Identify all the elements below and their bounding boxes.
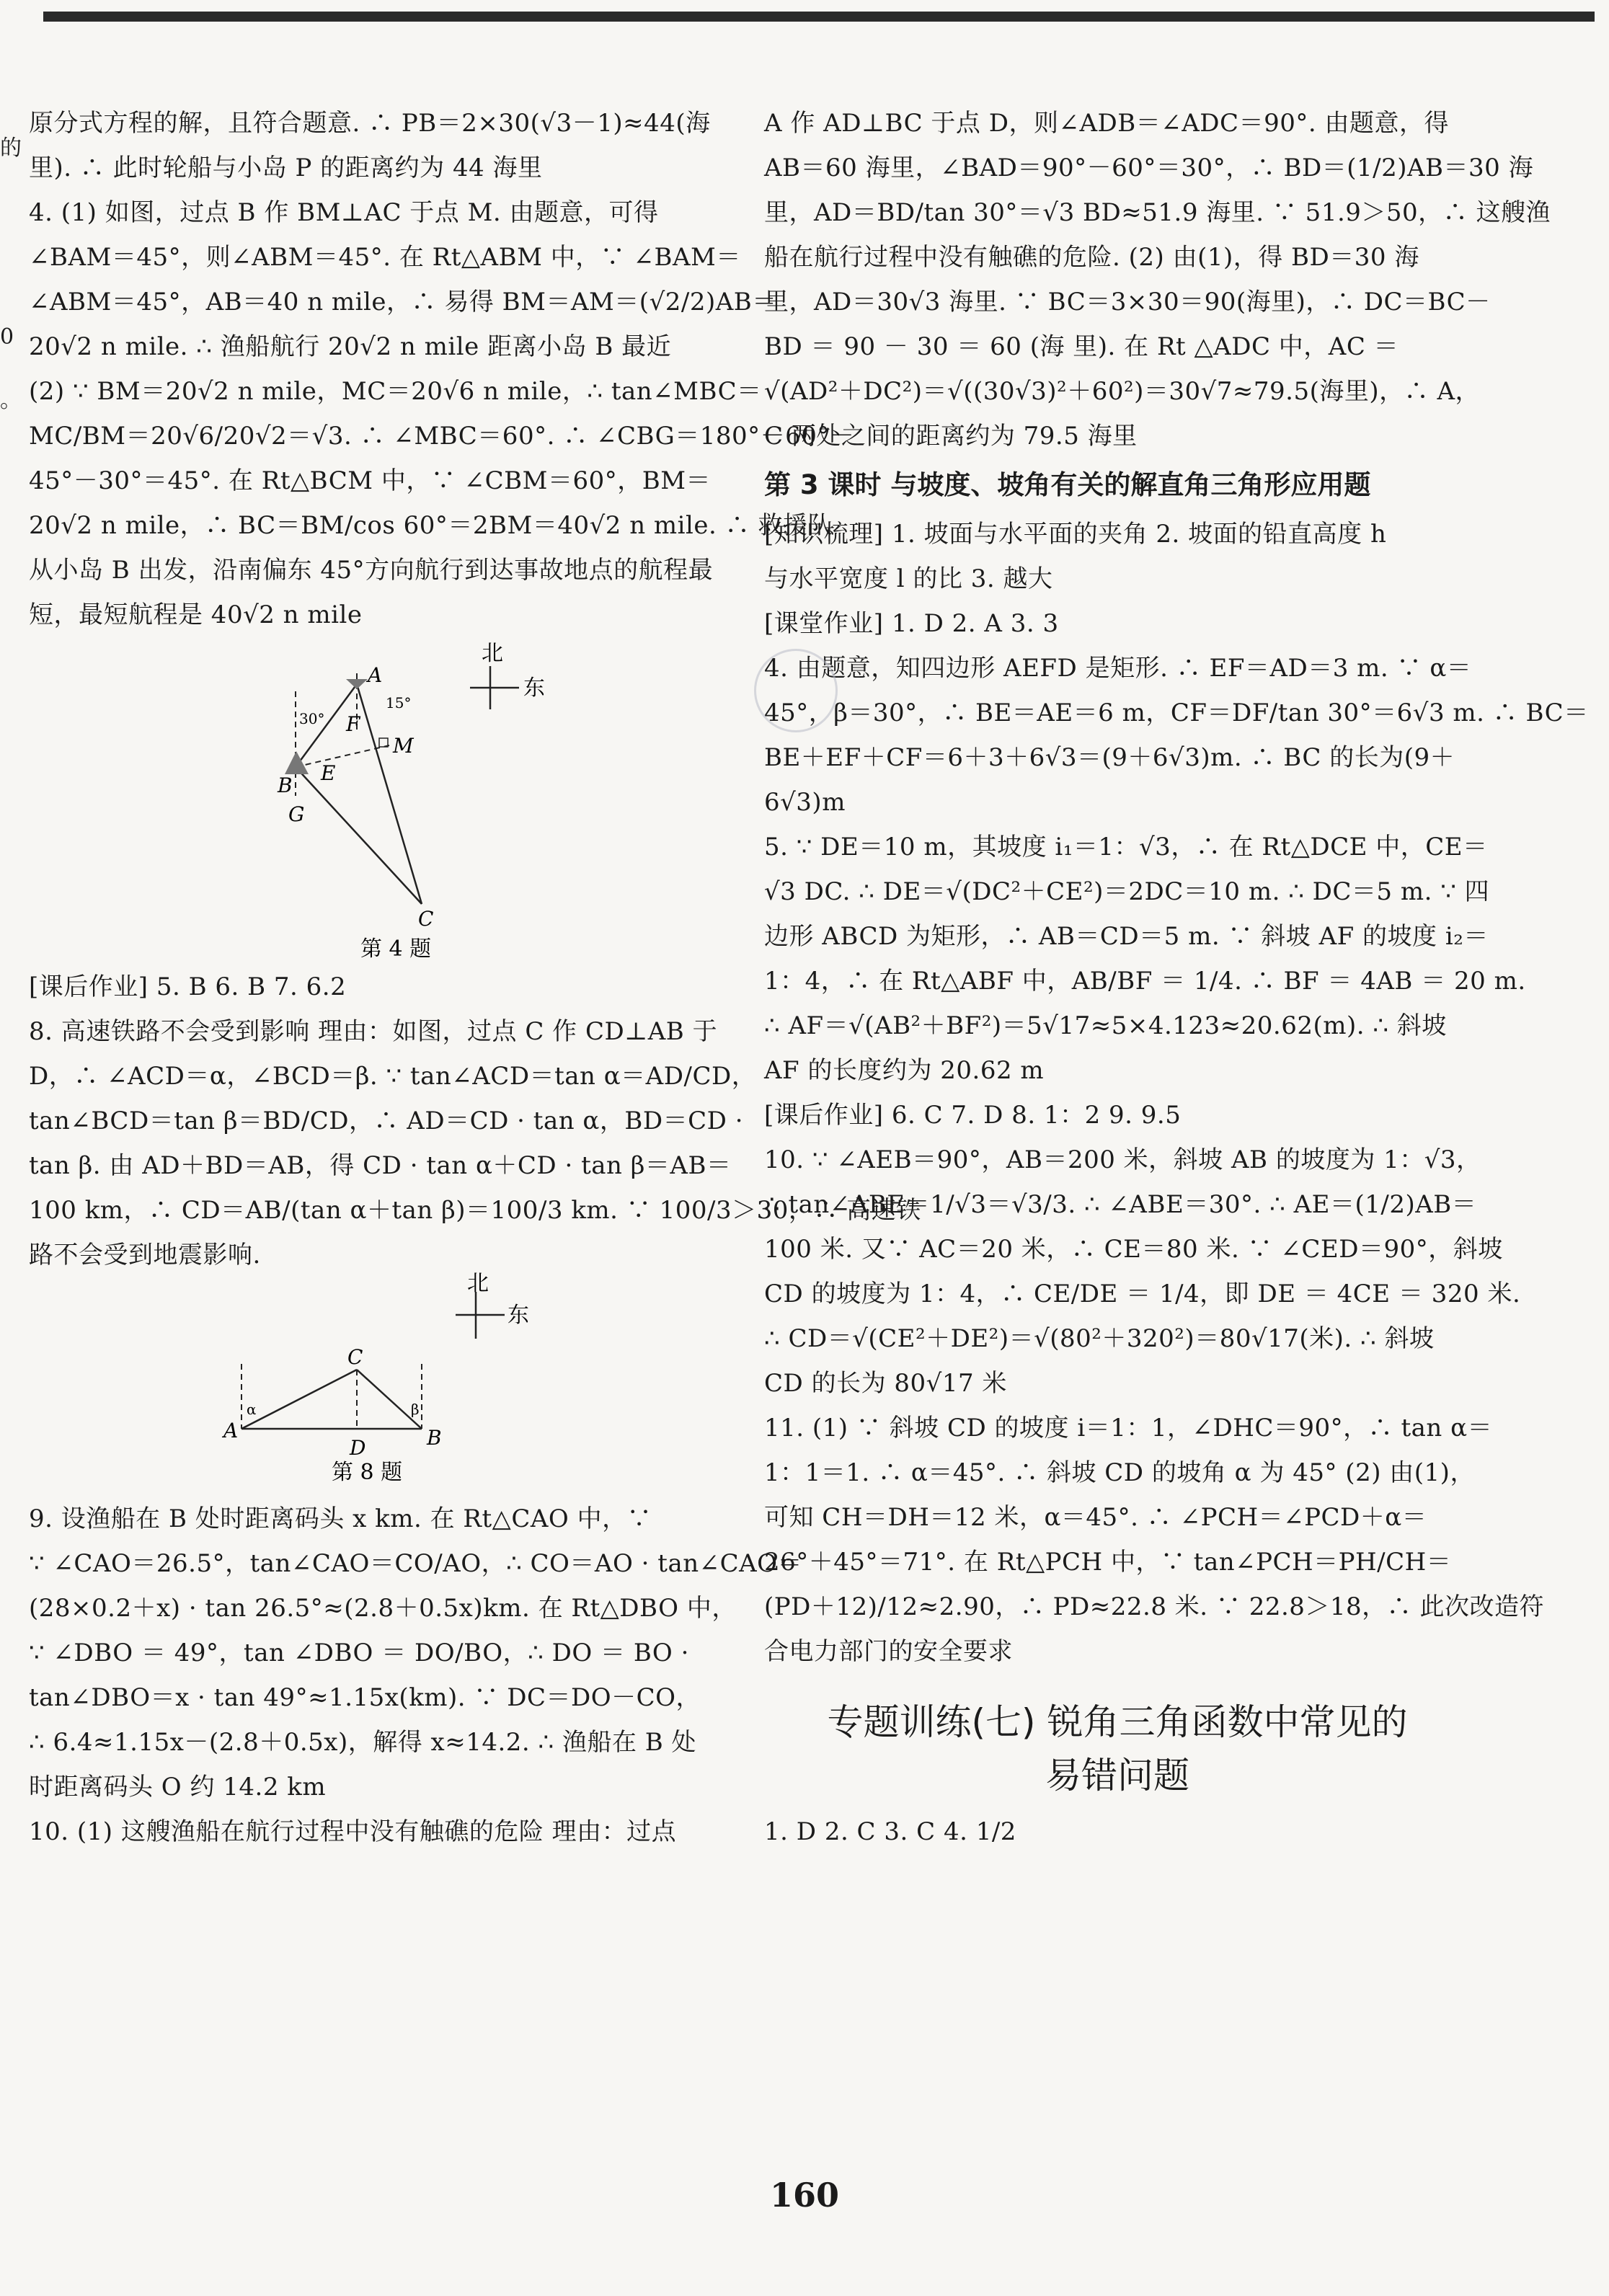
text-line: 100 km，∴ CD＝AB/(tan α＋tan β)＝100/3 km. ∵ 100/3＞30，∴ 高速铁 (29, 1196, 921, 1225)
text-line: ∵ ∠DBO ＝ 49°，tan ∠DBO ＝ DO/BO，∴ DO ＝ BO · (29, 1639, 689, 1667)
left-edge-char: 。 (0, 388, 22, 413)
text-line: [课后作业] 6. C 7. D 8. 1：2 9. 9.5 (764, 1101, 1182, 1130)
text-line: 20√2 n mile，∴ BC＝BM/cos 60°＝2BM＝40√2 n mile. ∴ 救援队 (29, 511, 833, 540)
text-line: ∴ AF＝√(AB²＋BF²)＝5√17≈5×4.123≈20.62(m). ∴ 斜坡 (764, 1011, 1447, 1040)
fig4-line-ac (357, 684, 422, 904)
left-edge-char: 0 (0, 324, 14, 350)
text-line: 短，最短航程是 40√2 n mile (29, 600, 363, 629)
figure-8 (29, 1271, 750, 1497)
text-line: (2) ∵ BM＝20√2 n mile，MC＝20√6 n mile，∴ tan∠MBC＝ (29, 377, 762, 406)
text-line: 时距离码头 O 约 14.2 km (29, 1773, 327, 1801)
text-line: ∵ ∠CAO＝26.5°，tan∠CAO＝CO/AO，∴ CO＝AO · tan∠CAO＝ (29, 1549, 803, 1578)
text-line: √3 DC. ∴ DE＝√(DC²＋CE²)＝2DC＝10 m. ∴ DC＝5 m. ∵ 四 (764, 877, 1490, 906)
right-text-block-2 (764, 512, 1589, 1674)
text-line: 可知 CH＝DH＝12 米，α＝45°. ∴ ∠PCH＝∠PCD＋α＝ (764, 1503, 1427, 1532)
left-edge-char: 的 (0, 136, 22, 161)
text-line: √(AD²＋DC²)＝√((30√3)²＋60²)＝30√7≈79.5(海里)，∴ A， (764, 377, 1480, 406)
right-text-block-1 (764, 101, 1551, 458)
figure-4-caption: 第 4 题 (360, 936, 432, 962)
text-line: BE＋EF＋CF＝6＋3＋6√3＝(9＋6√3)m. ∴ BC 的长为(9＋ (764, 743, 1455, 772)
text-line: (28×0.2＋x) · tan 26.5°≈(2.8＋0.5x)km. 在 Rt△DBO 中， (29, 1594, 737, 1623)
fig4-point-label: C (418, 907, 434, 931)
fig8-line-ac (241, 1370, 357, 1429)
page-number: 160 (769, 2176, 840, 2215)
text-line: 10. (1) 这艘渔船在航行过程中没有触礁的危险 理由：过点 (29, 1817, 677, 1846)
text-line: tan∠DBO＝x · tan 49°≈1.15x(km). ∵ DC＝DO－CO， (29, 1683, 701, 1712)
left-text-block-1 (29, 101, 855, 637)
text-line: (PD＋12)/12≈2.90，∴ PD≈22.8 米. ∵ 22.8＞18，∴ 此次改造符 (764, 1592, 1544, 1621)
text-line: 9. 设渔船在 B 处时距离码头 x km. 在 Rt△CAO 中，∵ (29, 1504, 652, 1533)
right-column (764, 101, 1589, 1854)
text-line: AB＝60 海里，∠BAD＝90°－60°＝30°，∴ BD＝(1/2)AB＝30 海 (764, 154, 1534, 182)
figure-4-diagram (29, 641, 750, 962)
text-line: 原分式方程的解，且符合题意. ∴ PB＝2×30(√3－1)≈44(海 (29, 109, 711, 138)
text-line: ∠BAM＝45°，则∠ABM＝45°. 在 Rt△ABM 中，∵ ∠BAM＝ (29, 243, 741, 272)
text-line: [知识梳理] 1. 坡面与水平面的夹角 2. 坡面的铅直高度 h (764, 520, 1387, 549)
fig4-point-label: B (278, 774, 293, 797)
text-line: 1：1＝1. ∴ α＝45°. ∴ 斜坡 CD 的坡角 α 为 45° (2) 由(1)， (764, 1458, 1475, 1487)
text-line: MC/BM＝20√6/20√2＝√3. ∴ ∠MBC＝60°. ∴ ∠CBG＝180°－60°－ (29, 422, 855, 451)
text-line: 10. ∵ ∠AEB＝90°，AB＝200 米，斜坡 AB 的坡度为 1：√3， (764, 1145, 1481, 1174)
text-line: ∴ 6.4≈1.15x－(2.8＋0.5x)，解得 x≈14.2. ∴ 渔船在 B 处 (29, 1728, 697, 1757)
scan-top-border (0, 0, 1609, 25)
text-line: ∴ CD＝√(CE²＋DE²)＝√(80²＋320²)＝80√17(米). ∴ 斜坡 (764, 1324, 1435, 1353)
text-line: tan β. 由 AD＋BD＝AB，得 CD · tan α＋CD · tan β＝AB＝ (29, 1151, 732, 1180)
fig4-point-label: E (321, 761, 336, 785)
text-line: 边形 ABCD 为矩形，∴ AB＝CD＝5 m. ∵ 斜坡 AF 的坡度 i₂＝ (764, 922, 1489, 951)
text-line: 里，AD＝BD/tan 30°＝√3 BD≈51.9 海里. ∵ 51.9＞50，∴ 这艘渔 (764, 198, 1551, 227)
fig8-alpha: α (247, 1401, 257, 1418)
text-line: [课后作业] 5. B 6. B 7. 6.2 (29, 972, 347, 1001)
fig8-north-label: 北 (467, 1271, 489, 1296)
fig8-point-label: C (347, 1345, 363, 1369)
fig4-north-label: 北 (482, 641, 503, 666)
text-line: D，∴ ∠ACD＝α，∠BCD＝β. ∵ tan∠ACD＝tan α＝AD/CD， (29, 1062, 757, 1091)
text-line: 45°，β＝30°，∴ BE＝AE＝6 m，CF＝DF/tan 30°＝6√3 m. ∴ BC＝ (764, 699, 1589, 727)
text-line: 里，AD＝30√3 海里. ∵ BC＝3×30＝90(海里)，∴ DC＝BC－ (764, 288, 1491, 316)
fig4-point-label: F (346, 712, 360, 736)
text-line: A 作 AD⊥BC 于点 D，则∠ADB＝∠ADC＝90°. 由题意，得 (764, 109, 1449, 138)
fig4-point-label: M (393, 734, 414, 758)
figure-8-caption: 第 8 题 (332, 1460, 403, 1485)
watermark-stamp (754, 649, 838, 732)
figure-4 (29, 641, 750, 965)
text-line: BD ＝ 90 － 30 ＝ 60 (海 里). 在 Rt △ADC 中，AC ＝ (764, 332, 1399, 361)
text-line: 8. 高速铁路不会受到影响 理由：如图，过点 C 作 CD⊥AB 于 (29, 1017, 718, 1046)
section-title: 第 3 课时 与坡度、坡角有关的解直角三角形应用题 (764, 469, 1371, 500)
text-line: 从小岛 B 出发，沿南偏东 45°方向航行到达事故地点的航程最 (29, 556, 714, 585)
ship-a-marker (346, 679, 368, 689)
text-line: 45°－30°＝45°. 在 Rt△BCM 中，∵ ∠CBM＝60°，BM＝ (29, 466, 712, 495)
fig4-east-label: 东 (523, 675, 545, 701)
text-line: tan∠BCD＝tan β＝BD/CD，∴ AD＝CD · tan α，BD＝CD · (29, 1107, 744, 1135)
text-line: 100 米. 又∵ AC＝20 米，∴ CE＝80 米. ∵ ∠CED＝90°，斜坡 (764, 1235, 1503, 1264)
topic-title-line1: 专题训练(七) 锐角三角函数中常见的 (827, 1701, 1408, 1743)
text-line: 5. ∵ DE＝10 m，其坡度 i₁＝1：√3，∴ 在 Rt△DCE 中，CE＝ (764, 833, 1488, 861)
text-line: 船在航行过程中没有触礁的危险. (2) 由(1)，得 BD＝30 海 (764, 243, 1419, 272)
text-line: 与水平宽度 l 的比 3. 越大 (764, 564, 1053, 593)
text-line: 11. (1) ∵ 斜坡 CD 的坡度 i＝1：1，∠DHC＝90°，∴ tan α＝ (764, 1414, 1493, 1442)
fig4-line-bc (296, 767, 422, 904)
text-line: 4. (1) 如图，过点 B 作 BM⊥AC 于点 M. 由题意，可得 (29, 198, 659, 227)
text-line: CD 的长为 80√17 米 (764, 1369, 1007, 1398)
text-line: 路不会受到地震影响. (29, 1241, 261, 1269)
text-line: [课堂作业] 1. D 2. A 3. 3 (764, 609, 1059, 638)
fig4-angle-30: 30° (299, 710, 325, 727)
text-line: AF 的长度约为 20.62 m (764, 1056, 1045, 1085)
text-line: 1：4，∴ 在 Rt△ABF 中，AB/BF ＝ 1/4. ∴ BF ＝ 4AB ＝ 20 m. (764, 967, 1526, 996)
fig8-point-label: A (223, 1419, 239, 1442)
fig4-angle-15: 15° (386, 694, 412, 712)
text-line: ∠ABM＝45°，AB＝40 n mile，∴ 易得 BM＝AM＝(√2/2)AB＝ (29, 288, 777, 316)
fig8-beta: β (411, 1401, 420, 1418)
text-line: 里). ∴ 此时轮船与小岛 P 的距离约为 44 海里 (29, 154, 543, 182)
fig8-line-bc (357, 1370, 422, 1429)
text-line: 26°＋45°＝71°. 在 Rt△PCH 中，∵ tan∠PCH＝PH/CH＝ (764, 1548, 1452, 1577)
text-line: ∴ tan∠ABE＝1/√3＝√3/3. ∴ ∠ABE＝30°. ∴ AE＝(1/2)AB＝ (764, 1190, 1477, 1219)
fig8-point-label: B (427, 1426, 442, 1450)
text-line: 4. 由题意，知四边形 AEFD 是矩形. ∴ EF＝AD＝3 m. ∵ α＝ (764, 654, 1472, 683)
figure-8-diagram (29, 1271, 750, 1494)
left-text-block-3 (29, 1497, 803, 1854)
fig8-east-label: 东 (507, 1303, 529, 1328)
text-line: CD 的坡度为 1：4，∴ CE/DE ＝ 1/4，即 DE ＝ 4CE ＝ 320 米. (764, 1280, 1521, 1308)
fig8-point-label: D (350, 1436, 366, 1460)
fig4-point-label: A (368, 663, 383, 687)
fig4-point-label: G (288, 802, 305, 826)
text-line: 20√2 n mile. ∴ 渔船航行 20√2 n mile 距离小岛 B 最近 (29, 332, 672, 361)
text-line: C 两处之间的距离约为 79.5 海里 (764, 422, 1138, 451)
topic-answers: 1. D 2. C 3. C 4. 1/2 (764, 1817, 1016, 1846)
topic-title-line2: 易错问题 (1045, 1755, 1189, 1796)
text-line: 合电力部门的安全要求 (764, 1637, 1013, 1666)
text-line: 6√3)m (764, 788, 846, 817)
